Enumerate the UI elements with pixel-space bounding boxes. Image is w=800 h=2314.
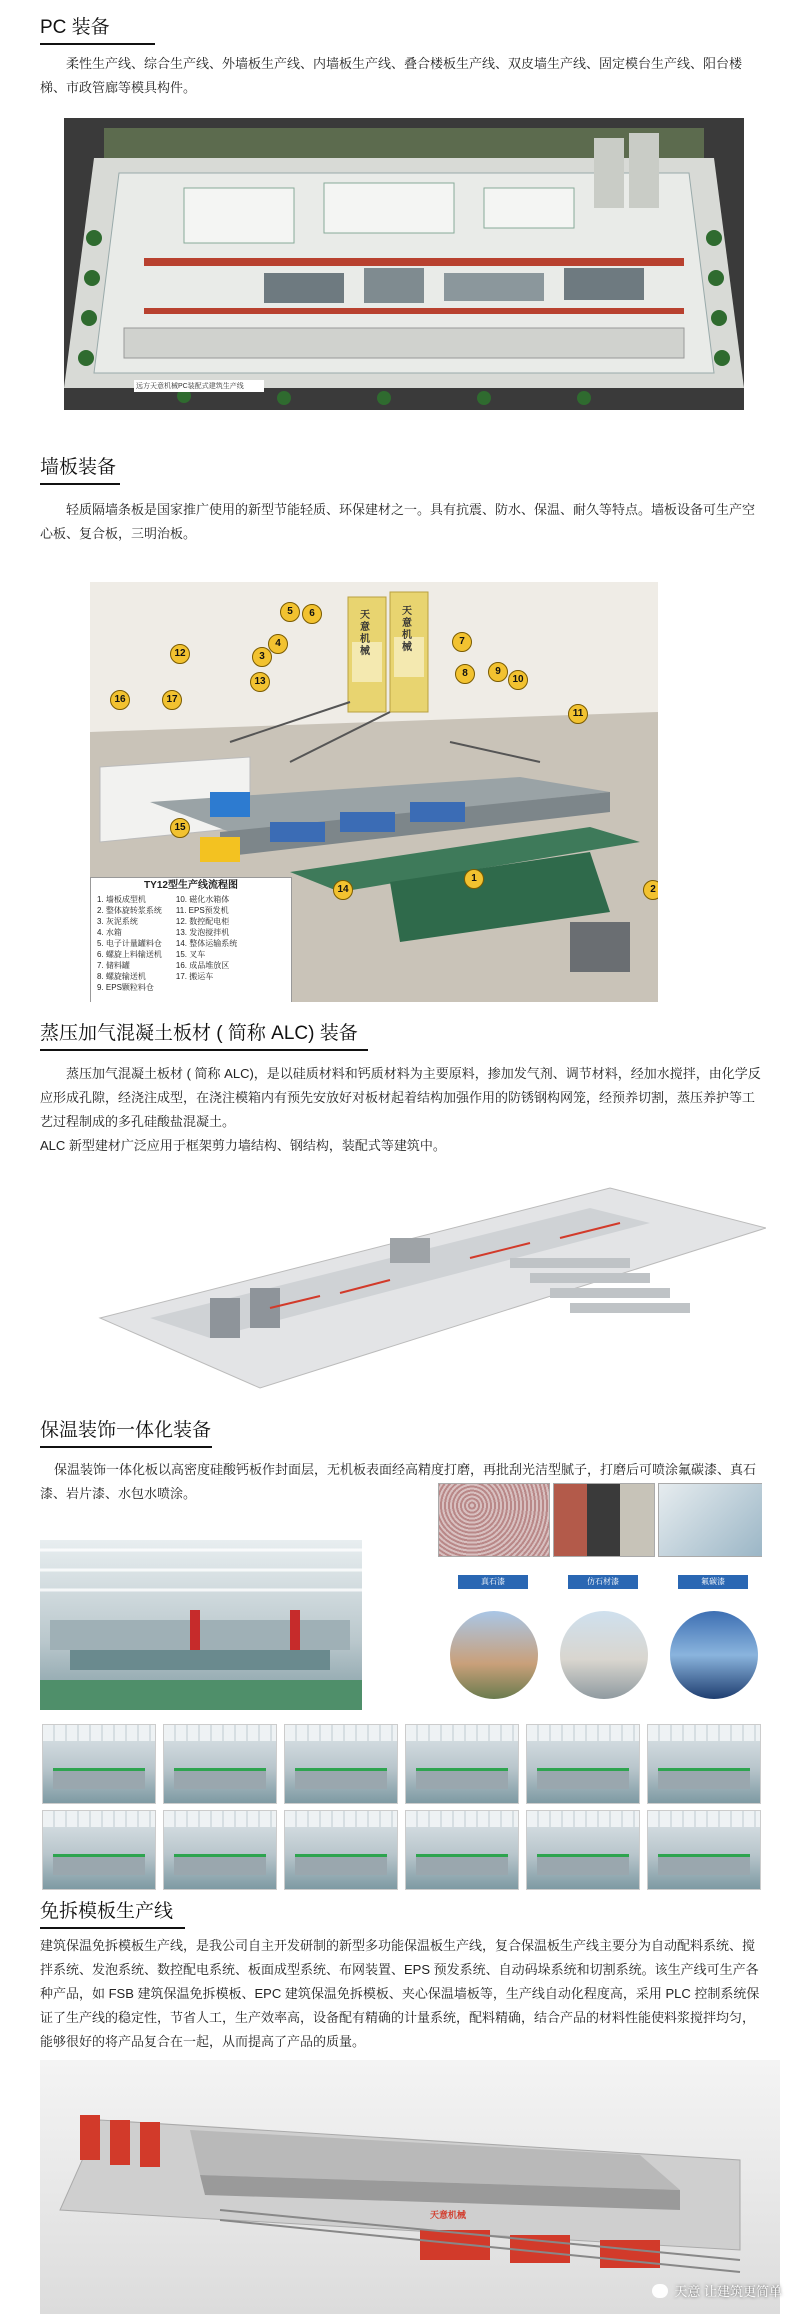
legend-col-right: 10. 磁化水箱体 11. EPS预发机 12. 数控配电柜 13. 发泡搅拌机 14. 整体运输系统 15. 叉车 16. 成品堆放区 17. 搬运车 <box>175 895 238 981</box>
tag-imitation-stone: 仿石材漆 <box>568 1575 638 1589</box>
callout-13: 13 <box>250 672 270 692</box>
pc-model-label: 远方天意机械PC装配式建筑生产线 <box>136 383 244 390</box>
grid-photo <box>284 1724 398 1804</box>
pc-line-model-image <box>64 118 744 410</box>
callout-17: 17 <box>162 690 182 710</box>
grid-photo <box>42 1724 156 1804</box>
callout-12: 12 <box>170 644 190 664</box>
section-title-insulation: 保温装饰一体化装备 <box>40 1415 212 1448</box>
pc-description: 柔性生产线、综合生产线、外墙板生产线、内墙板生产线、叠合楼板生产线、双皮墙生产线、固定模台生产线、阳台楼梯、市政管廊等模具构件。 <box>40 56 743 95</box>
grid-photo <box>284 1810 398 1890</box>
tag-real-stone: 真石漆 <box>458 1575 528 1589</box>
wall-description: 轻质隔墙条板是国家推广使用的新型节能轻质、环保建材之一。具有抗震、防水、保温、耐久等特点。墙板设备可生产空心板、复合板，三明治板。 <box>40 502 756 541</box>
legend-title: TY12型生产线流程图 <box>144 880 238 891</box>
section-title-formwork: 免拆模板生产线 <box>40 1896 185 1929</box>
formwork-line-rendering <box>40 2060 780 2314</box>
wechat-watermark <box>652 2281 782 2300</box>
machine-brand-text: 天意机械 <box>430 2210 467 2220</box>
silo-label-right: 天意机械 <box>402 606 412 653</box>
product-samples-panel <box>438 1483 762 1703</box>
callout-14: 14 <box>333 880 353 900</box>
grid-photo <box>647 1810 761 1890</box>
callout-15: 15 <box>170 818 190 838</box>
section-title-pc: PC 装备 <box>40 12 155 45</box>
building-photo-2 <box>560 1611 648 1699</box>
callout-5: 5 <box>280 602 300 622</box>
section-title-wall: 墙板装备 <box>40 452 120 485</box>
grid-photo <box>405 1724 519 1804</box>
sample-fluorocarbon <box>658 1483 762 1557</box>
factory-interior-photo <box>40 1540 362 1710</box>
callout-9: 9 <box>488 662 508 682</box>
formwork-description: 建筑保温免拆模板生产线，是我公司自主开发研制的新型多功能保温板生产线，复合保温板生产线主要分为自动配料系统、搅拌系统、发泡系统、数控配电系统、板面成型系统、布网装置、EPS 预发系统、自动码垛系统和切割系统。该生产线可生产各种产品，如 FSB 建筑保温免拆模板、EPC 建筑保温免拆模板、夹心保温墙板等，生产线自动化程度高，采用 PLC 控制系统保证了生产线的稳定性，节省人工，生产效率高，设备配有精确的计量系统，配料精确，结合产品的材料性能使料浆搅拌均匀，能够很好的将产品复合在一起，从而提高了产品的质量。 <box>40 1938 760 2049</box>
sample-real-stone <box>438 1483 550 1557</box>
grid-photo <box>42 1810 156 1890</box>
grid-photo <box>526 1724 640 1804</box>
callout-10: 10 <box>508 670 528 690</box>
grid-photo <box>526 1810 640 1890</box>
grid-photo <box>163 1724 277 1804</box>
callout-4: 4 <box>268 634 288 654</box>
sample-imitation-stone <box>553 1483 655 1557</box>
callout-3: 3 <box>252 647 272 667</box>
callout-1: 1 <box>464 869 484 889</box>
silo-label-left: 天意机械 <box>360 610 370 657</box>
callout-7: 7 <box>452 632 472 652</box>
alc-description: 蒸压加气混凝土板材 ( 简称 ALC)，是以硅质材料和钙质材料为主要原料，掺加发气剂、调节材料，经加水搅拌，由化学反应形成孔隙，经浇注成型，在浇注模箱内有预先安放好对板材起着结构加强作用的防锈钢构网笼，经预养切割，蒸压养护等工艺过程制成的多孔硅酸盐混凝土。 ALC 新型建材广泛应用于框架剪力墙结构、钢结构，装配式等建筑中。 <box>40 1066 761 1153</box>
callout-2: 2 <box>643 880 658 900</box>
wall-line-diagram <box>90 582 658 1002</box>
legend-col-left: 1. 墙板成型机 2. 整体旋转浆系统 3. 灰泥系统 4. 水箱 5. 电子计量罐料仓 6. 螺旋上料输送机 7. 储料罐 8. 螺旋输送机 9. EPS颗粒料仓 <box>97 895 162 992</box>
grid-photo <box>163 1810 277 1890</box>
callout-8: 8 <box>455 664 475 684</box>
grid-photo <box>405 1810 519 1890</box>
building-photo-3 <box>670 1611 758 1699</box>
grid-photo <box>647 1724 761 1804</box>
tag-fluorocarbon: 氟碳漆 <box>678 1575 748 1589</box>
alc-line-rendering <box>90 1168 766 1398</box>
callout-6: 6 <box>302 604 322 624</box>
callout-16: 16 <box>110 690 130 710</box>
section-title-alc: 蒸压加气混凝土板材 ( 简称 ALC) 装备 <box>40 1018 368 1051</box>
insulation-description: 保温装饰一体化板以高密度硅酸钙板作封面层，无机板表面经高精度打磨，再批刮光洁型腻子，打磨后可喷涂氟碳漆、真石漆、岩片漆、水包水喷涂。 <box>40 1462 757 1501</box>
building-photo-1 <box>450 1611 538 1699</box>
wechat-icon <box>652 2284 668 2298</box>
flow-chart-legend <box>90 877 292 1002</box>
callout-11: 11 <box>568 704 588 724</box>
watermark-text: 天意 让建筑更简单 <box>674 2284 782 2299</box>
